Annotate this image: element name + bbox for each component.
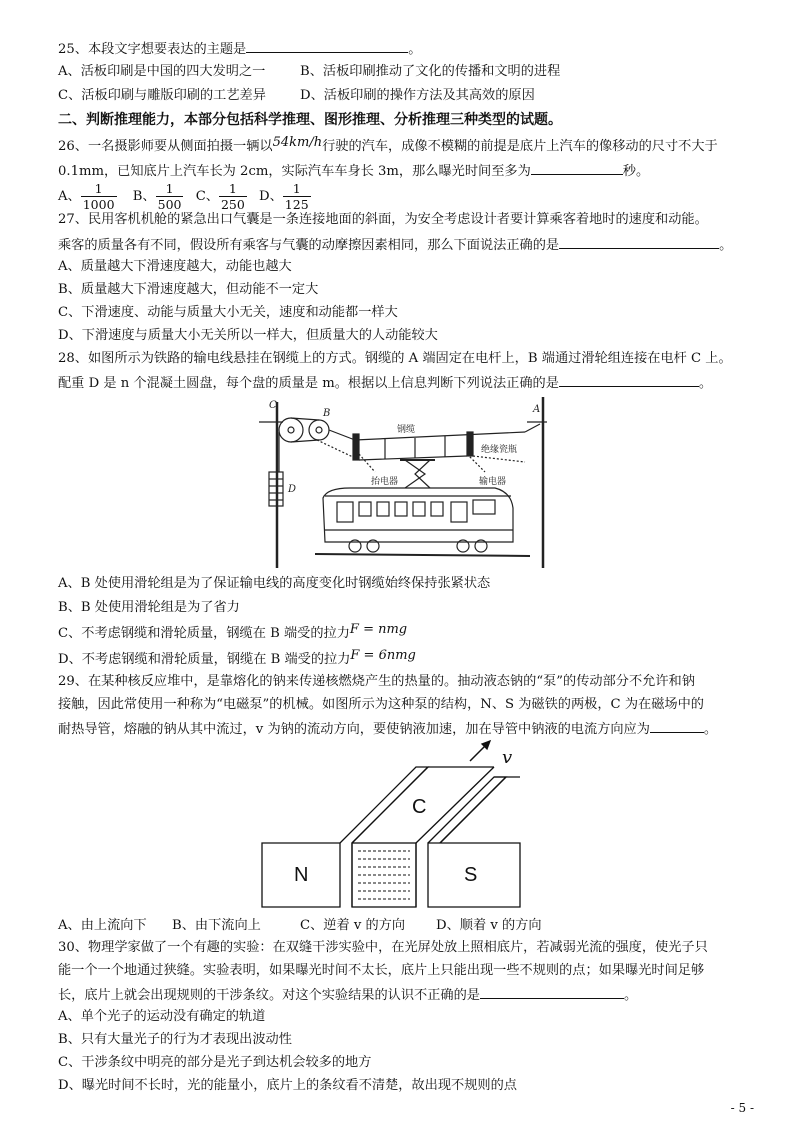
fraction-numerator: 1	[283, 181, 311, 197]
q25-option-a[interactable]: A、活板印刷是中国的四大发明之一	[58, 64, 266, 79]
q28-option-d[interactable]	[58, 650, 416, 670]
section-heading: 二、判断推理能力，本部分包括科学推理、图形推理、分析推理三种类型的试题。	[58, 112, 562, 128]
q26-option-c-label: C、	[195, 189, 219, 204]
answer-blank[interactable]	[480, 984, 624, 999]
q28-option-c[interactable]	[58, 624, 407, 644]
q29-option-d[interactable]: D、顺着 v 的方向	[436, 918, 542, 933]
q26-option-b[interactable]	[132, 181, 184, 212]
q27-option-b[interactable]: B、质量越大下滑速度越大，但动能不一定大	[58, 282, 319, 297]
q25-options-row2	[58, 86, 535, 106]
q29-option-b[interactable]: B、由下流向上	[172, 918, 261, 933]
q30-text-a: 长，底片上就会出现规则的干涉条纹。对这个实验结果的认识不正确的是	[58, 988, 480, 1003]
q25-option-c[interactable]: C、活板印刷与雕版印刷的工艺差异	[58, 88, 266, 103]
q28-option-b[interactable]: B、B 处使用滑轮组是为了省力	[58, 600, 240, 615]
q28-option-a[interactable]: A、B 处使用滑轮组是为了保证输电线的高度变化时钢缆始终保持张紧状态	[58, 576, 491, 591]
label-collector: 抬电器	[371, 477, 399, 487]
fraction-denominator: 125	[284, 197, 309, 212]
fraction-numerator: 1	[219, 181, 247, 197]
label-b: B	[323, 408, 331, 419]
train-windshield	[473, 500, 495, 514]
fraction	[219, 181, 247, 212]
label-a: A	[533, 404, 541, 415]
q25-stem-text: 25、本段文字想要表达的主题是	[58, 42, 247, 57]
q30-option-c[interactable]: C、干涉条纹中明亮的部分是光子到达机会较多的地方	[58, 1055, 372, 1070]
fraction	[156, 181, 184, 212]
fraction-denominator: 1000	[82, 197, 115, 212]
q29-text-a: 耐热导管，熔融的钠从其中流过，v 为钠的流动方向，要使钠液加速，加在导管中钠液的电流方向应为	[58, 722, 650, 737]
electromagnetic-pump-figure	[258, 735, 528, 915]
fraction	[81, 181, 117, 212]
q28-option-d-formula: F = 6nmg	[350, 648, 416, 663]
q28-line2	[58, 372, 712, 394]
q26-text-a: 26、一名摄影师要从侧面拍摄一辆以	[58, 139, 273, 154]
q29-option-c[interactable]: C、逆着 v 的方向	[300, 918, 406, 933]
q28-text-a: 配重 D 是 n 个混凝土圆盘，每个盘的质量是 m。根据以上信息判断下列说法正确的是	[58, 376, 559, 391]
fraction-denominator: 500	[157, 197, 182, 212]
q26-option-c[interactable]	[195, 181, 247, 212]
q27-option-d[interactable]: D、下滑速度与质量大小无关所以一样大，但质量大的人动能较大	[58, 328, 438, 343]
label-n: N	[294, 864, 309, 886]
q26-option-d[interactable]	[259, 181, 311, 212]
pulley-axle	[288, 427, 294, 433]
fraction	[283, 181, 311, 212]
answer-blank[interactable]	[559, 234, 719, 249]
q26-option-d-label: D、	[259, 189, 283, 204]
answer-blank[interactable]	[531, 160, 623, 175]
q30-text-b: 。	[624, 988, 638, 1003]
q26-option-a-label: A、	[58, 189, 81, 204]
fraction-numerator: 1	[156, 181, 184, 197]
q28-option-c-text: C、不考虑钢缆和滑轮质量，钢缆在 B 端受的拉力	[58, 626, 350, 641]
train-door	[337, 502, 353, 522]
q25-option-b[interactable]: B、活板印刷推动了文化的传播和文明的进程	[300, 64, 561, 79]
q26-line1	[58, 137, 718, 157]
q27-text-b: 。	[719, 238, 733, 253]
q30-option-b[interactable]: B、只有大量光子的行为才表现出波动性	[58, 1032, 292, 1047]
rail-track	[315, 554, 530, 556]
q25-end: 。	[408, 42, 422, 57]
answer-blank[interactable]	[246, 38, 408, 53]
q29-options	[58, 916, 542, 936]
q30-line2: 能一个一个地通过狭缝。实验表明，如果曝光时间不太长，底片上只能出现一些不规则的点；如果曝光时间足够	[58, 963, 705, 978]
q29-line1: 29、在某种核反应堆中，是靠熔化的钠来传递核燃烧产生的热量的。抽动液态钠的“泵”的传动部分不允许和钠	[58, 674, 695, 689]
q28-option-c-formula: F = nmg	[349, 622, 408, 637]
q27-line1: 27、民用客机机舱的紧急出口气囊是一条连接地面的斜面，为安全考虑设计者要计算乘客着地时的速度和动能。	[58, 212, 708, 227]
insulator-right	[467, 432, 473, 456]
pantograph	[405, 460, 430, 488]
q28-text-b: 。	[698, 376, 713, 391]
pulley-large	[279, 418, 303, 442]
fraction-numerator: 1	[81, 181, 117, 197]
label-wire: 输电器	[479, 477, 507, 487]
label-v: v	[502, 747, 513, 768]
q27-line2	[58, 234, 732, 256]
q30-option-d[interactable]: D、曝光时间不长时，光的能量小，底片上的条纹看不清楚，故出现不规则的点	[58, 1078, 517, 1093]
q26-option-a[interactable]	[58, 181, 117, 212]
q30-line1: 30、物理学家做了一个有趣的实验：在双缝干涉实验中，在光屏处放上照相底片，若减弱光流的强度，使光子只	[58, 940, 708, 955]
q27-option-a[interactable]: A、质量越大下滑速度越大，动能也越大	[58, 259, 292, 274]
q25-stem	[58, 38, 421, 60]
q25-option-d[interactable]: D、活板印刷的操作方法及其高效的原因	[300, 88, 535, 103]
q28-option-d-text: D、不考虑钢缆和滑轮质量，钢缆在 B 端受的拉力	[58, 652, 351, 667]
pulley-small	[309, 420, 329, 440]
q30-line3	[58, 984, 637, 1006]
label-cable: 钢缆	[397, 425, 416, 435]
page-number: - 5 -	[730, 1101, 754, 1115]
steel-cable	[355, 432, 525, 440]
q29-text-b: 。	[703, 722, 718, 737]
label-insulator: 绝缘瓷瓶	[481, 445, 518, 455]
q29-line2: 接触，因此常使用一种称为“电磁泵”的机械。如图所示为这种泵的结构，N、S 为磁铁的两极，C 为在磁场中的	[58, 697, 704, 712]
q27-option-c[interactable]: C、下滑速度、动能与质量大小无关，速度和动能都一样大	[58, 305, 398, 320]
insulator-left	[353, 434, 359, 460]
cable-segment	[329, 430, 355, 440]
label-d: D	[288, 484, 297, 495]
q30-option-a[interactable]: A、单个光子的运动没有确定的轨道	[58, 1009, 266, 1024]
tube-c-right	[416, 767, 494, 843]
q26-text-d: 秒。	[622, 164, 650, 179]
answer-blank[interactable]	[650, 718, 704, 733]
railway-catenary-figure	[255, 392, 555, 572]
q27-text-a: 乘客的质量各有不同，假设所有乘客与气囊的动摩擦因素相同，那么下面说法正确的是	[58, 238, 560, 253]
q26-option-b-label: B、	[132, 189, 156, 204]
fraction-denominator: 250	[220, 197, 245, 212]
q28-line1: 28、如图所示为铁路的输电线悬挂在钢缆上的方式。钢缆的 A 端固定在电杆上，B 端通过滑轮组连接在电杆 C 上。	[58, 351, 732, 366]
q26-text-c: 0.1mm，已知底片上汽车长为 2cm，实际汽车车身长 3m，那么曝光时间至多为	[58, 164, 531, 179]
label-s: S	[464, 864, 478, 886]
q26-text-b: 行驶的汽车，成像不模糊的前提是底片上汽车的像移动的尺寸不大于	[322, 139, 718, 154]
q26-speed: 54km/h	[272, 135, 323, 150]
pulley-axle	[316, 427, 322, 433]
q25-options-row1	[58, 62, 560, 82]
label-c: C	[269, 400, 277, 411]
label-c: C	[412, 796, 427, 818]
q29-option-a[interactable]: A、由上流向下	[58, 918, 147, 933]
answer-blank[interactable]	[559, 372, 699, 387]
